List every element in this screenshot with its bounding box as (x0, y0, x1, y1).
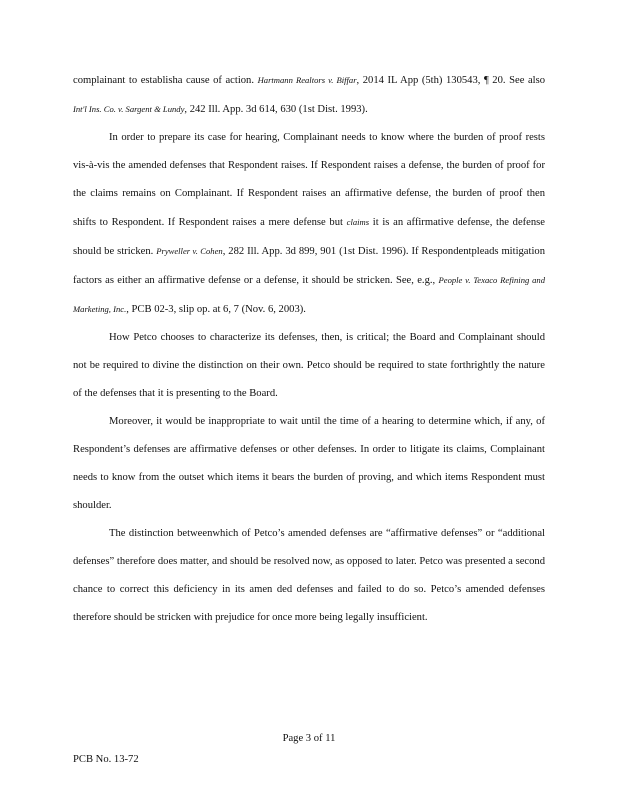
paragraph (73, 124, 545, 324)
paragraph (73, 324, 545, 408)
paragraph-text: , PCB 02-3, slip op. at 6, 7 (Nov. 6, 2003). (126, 304, 306, 315)
case-citation: Int'l Ins. Co. v. Sargent & Lundy (73, 104, 185, 114)
paragraph-text: The distinction betweenwhich of Petco’s amended defenses are “affirmative defenses” or “additional defenses” therefore does matter, and should be resolved now, as opposed to later. Petco was presented a second chance to correct this deficiency in its amen ded defenses and failed to do so. Petco’s amended defenses therefore should be stricken with prejudice for once more being legally insufficient. (73, 528, 545, 623)
page-number: Page 3 of 11 (282, 733, 336, 744)
paragraph-text: In order to prepare its case for hearing, Complainant needs to know where the burden of proof rests vis-à-vis the amended defenses that Respondent raises. If Respondent raises a defense, the burden of proof for the claims remains on Complainant. If Respondent raises an affirmative defense, the burden of proof then shifts to Respondent. If Respondent raises a mere defense but (73, 132, 545, 228)
paragraph-text: , 2014 IL App (5th) 130543, ¶ 20. See also (356, 75, 546, 86)
paragraph-text: it is an affirmative defense, the defense should be stricken. (73, 217, 546, 257)
paragraph (73, 520, 545, 632)
paragraph-text: Moreover, it would be inappropriate to wait until the time of a hearing to determine which, if any, of Respondent’s defenses are affirmative defenses or other defenses. In order to litigate its claims, Complainant needs to know from the outset which items it bears the burden of proving, and which items Respondent must shoulder. (73, 416, 545, 511)
case-citation: People v. Texaco Refining and Marketing, Inc. (73, 275, 545, 314)
paragraph (73, 66, 545, 124)
body-text (73, 66, 545, 632)
case-citation: Hartmann Realtors v. Biffar (257, 75, 357, 85)
paragraph-text: , 242 Ill. App. 3d 614, 630 (1st Dist. 1993). (184, 104, 368, 115)
case-number: PCB No. 13-72 (73, 754, 139, 765)
paragraph-text: How Petco chooses to characterize its defenses, then, is critical; the Board and Complainant should not be required to divine the distinction on their own. Petco should be required to state forthrightly the nature of the defenses that it is presenting to the Board. (73, 332, 545, 399)
paragraph-text: , 282 Ill. App. 3d 899, 901 (1st Dist. 1996). If Respondentpleads mitigation factors as either an affirmative defense or a defense, it should be stricken. See, e.g., (73, 246, 545, 286)
paragraph (73, 408, 545, 520)
paragraph-text: complainant to establisha cause of action. (73, 75, 258, 86)
case-citation: claims (346, 217, 370, 227)
case-citation: Pryweller v. Cohen (156, 246, 223, 256)
